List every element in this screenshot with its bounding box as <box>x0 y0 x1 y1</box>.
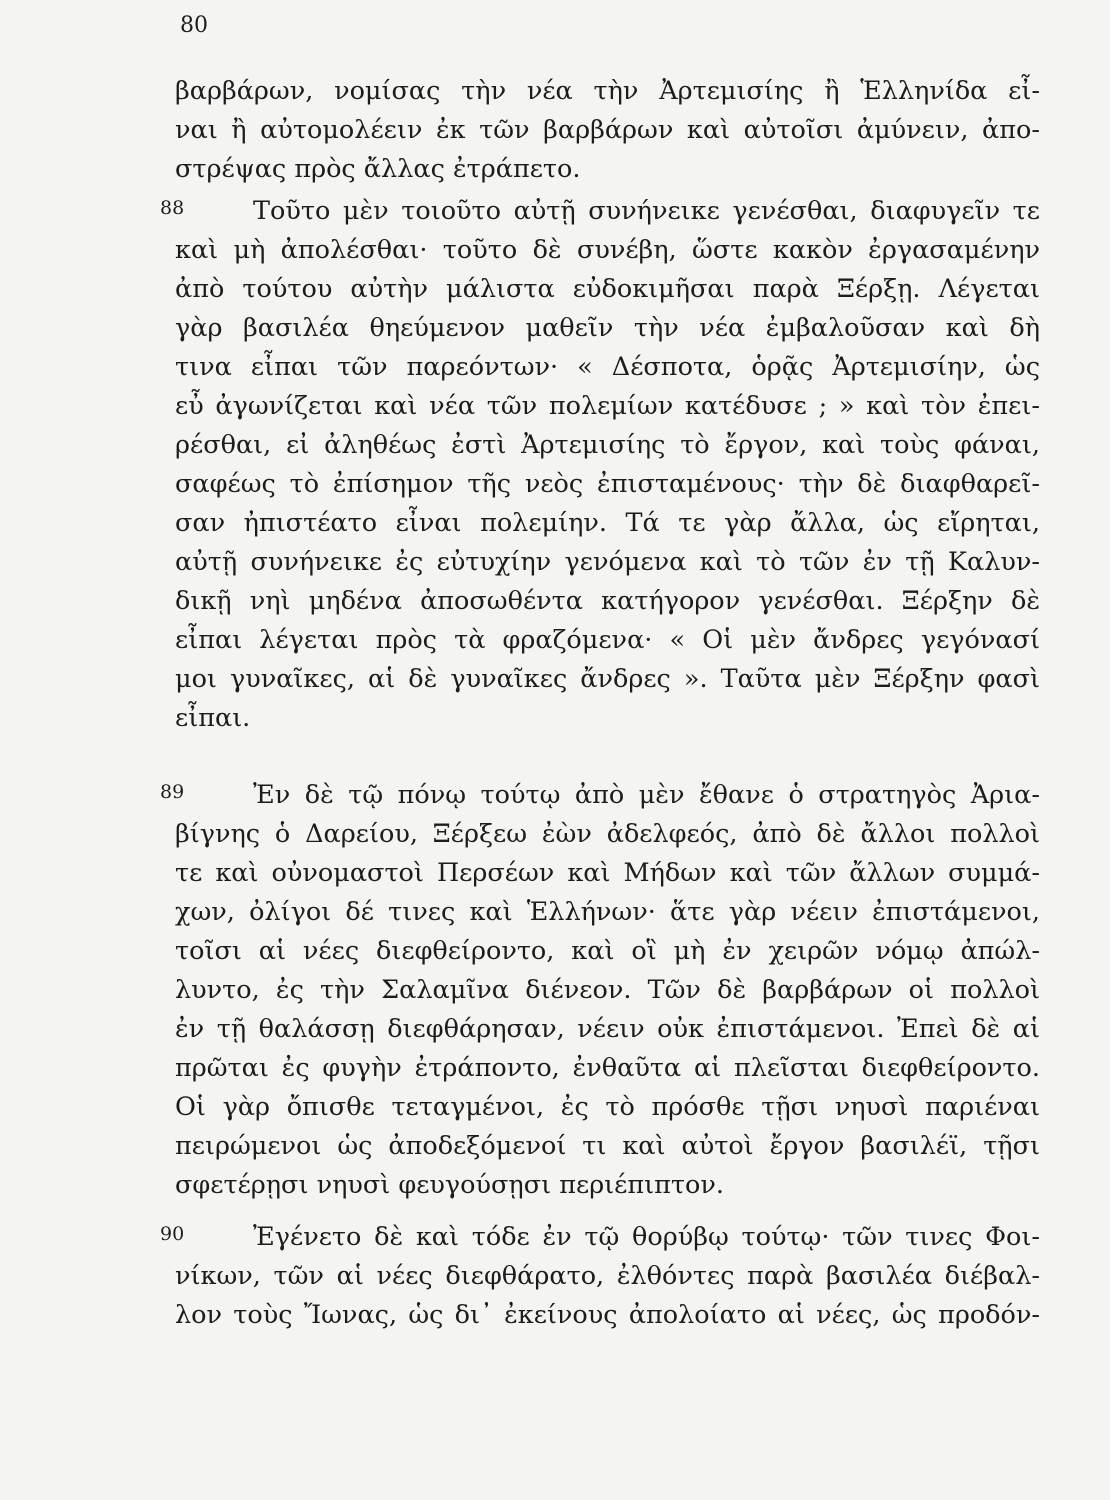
text-line: Ἐν δὲ τῷ πόνῳ τούτῳ ἀπὸ μὲν ἔθανε ὁ στρατηγὸς Ἀρια- <box>253 780 1040 810</box>
text-line: λυντο, ἐς τὴν Σαλαμῖνα διένεον. Τῶν δὲ βαρβάρων οἱ πολλοὶ <box>175 975 1040 1005</box>
text-line: τοῖσι αἱ νέες διεφθείροντο, καὶ οἳ μὴ ἐν χειρῶν νόμῳ ἀπώλ- <box>175 936 1040 966</box>
text-line: λον τοὺς Ἴωνας, ὡς δι᾽ ἐκείνους ἀπολοίατο αἱ νέες, ὡς προδόν- <box>175 1300 1040 1330</box>
section-lines <box>175 72 1040 189</box>
text-line: αὐτῇ συνήνεικε ἐς εὐτυχίην γενόμενα καὶ τὸ τῶν ἐν τῇ Καλυν- <box>175 547 1040 577</box>
text-line: καὶ μὴ ἀπολέσθαι· τοῦτο δὲ συνέβη, ὥστε κακὸν ἐργασαμένην <box>175 235 1040 265</box>
text-line: εἶπαι λέγεται πρὸς τὰ φραζόμενα· « Οἱ μὲν ἄνδρες γεγόνασί <box>175 625 1040 655</box>
text-line: βαρβάρων, νομίσας τὴν νέα τὴν Ἀρτεμισίης ἢ Ἑλληνίδα εἶ- <box>175 76 1040 106</box>
text-line: σαν ἠπιστέατο εἶναι πολεμίην. Τά τε γὰρ ἄλλα, ὡς εἴρηται, <box>175 508 1040 538</box>
text-line: νίκων, τῶν αἱ νέες διεφθάρατο, ἐλθόντες παρὰ βασιλέα διέβαλ- <box>175 1261 1040 1291</box>
section-lines <box>175 192 1040 738</box>
text-line: ἐν τῇ θαλάσσῃ διεφθάρησαν, νέειν οὐκ ἐπιστάμενοι. Ἐπεὶ δὲ αἱ <box>175 1014 1040 1044</box>
text-line: Τοῦτο μὲν τοιοῦτο αὐτῇ συνήνεικε γενέσθαι, διαφυγεῖν τε <box>253 196 1040 226</box>
section-lines <box>175 1218 1040 1335</box>
text-line: βίγνης ὁ Δαρείου, Ξέρξεω ἐὼν ἀδελφεός, ἀπὸ δὲ ἄλλοι πολλοὶ <box>175 819 1040 849</box>
text-line: πειρώμενοι ὡς ἀποδεξόμενοί τι καὶ αὐτοὶ ἔργον βασιλέϊ, τῇσι <box>175 1131 1040 1161</box>
section-number: 89 <box>160 781 185 803</box>
text-line: σαφέως τὸ ἐπίσημον τῆς νεὸς ἐπισταμένους· τὴν δὲ διαφθαρεῖ- <box>175 469 1040 499</box>
text-line: γὰρ βασιλέα θηεύμενον μαθεῖν τὴν νέα ἐμβαλοῦσαν καὶ δὴ <box>175 313 1040 343</box>
text-line: τε καὶ οὐνομαστοὶ Περσέων καὶ Μήδων καὶ τῶν ἄλλων συμμά- <box>175 858 1040 888</box>
section-lines <box>175 776 1040 1205</box>
text-line: δικῇ νηὶ μηδένα ἀποσωθέντα κατήγορον γενέσθαι. Ξέρξην δὲ <box>175 586 1040 616</box>
text-line: εἶπαι. <box>175 703 251 733</box>
text-line: μοι γυναῖκες, αἱ δὲ γυναῖκες ἄνδρες ». Ταῦτα μὲν Ξέρξην φασὶ <box>175 664 1040 694</box>
text-line: ναι ἢ αὐτομολέειν ἐκ τῶν βαρβάρων καὶ αὐτοῖσι ἀμύνειν, ἀπο- <box>175 115 1040 145</box>
text-line: τινα εἶπαι τῶν παρεόντων· « Δέσποτα, ὁρᾷς Ἀρτεμισίην, ὡς <box>175 352 1040 382</box>
text-line: σφετέρῃσι νηυσὶ φευγούσῃσι περιέπιπτον. <box>175 1170 724 1200</box>
text-line: χων, ὀλίγοι δέ τινες καὶ Ἑλλήνων· ἅτε γὰρ νέειν ἐπιστάμενοι, <box>175 897 1040 927</box>
text-line: ἀπὸ τούτου αὐτὴν μάλιστα εὐδοκιμῆσαι παρὰ Ξέρξῃ. Λέγεται <box>175 274 1040 304</box>
section-number: 88 <box>160 197 185 219</box>
text-line: εὖ ἀγωνίζεται καὶ νέα τῶν πολεμίων κατέδυσε ; » καὶ τὸν ἐπει- <box>175 391 1040 421</box>
text-line: Ἐγένετο δὲ καὶ τόδε ἐν τῷ θορύβῳ τούτῳ· τῶν τινες Φοι- <box>253 1222 1040 1252</box>
text-line: πρῶται ἐς φυγὴν ἐτράποντο, ἐνθαῦτα αἱ πλεῖσται διεφθείροντο. <box>175 1053 1040 1083</box>
section-number: 90 <box>160 1223 185 1245</box>
text-line: στρέψας πρὸς ἄλλας ἐτράπετο. <box>175 154 581 184</box>
text-line: Οἱ γὰρ ὄπισθε τεταγμένοι, ἐς τὸ πρόσθε τῇσι νηυσὶ παριέναι <box>175 1092 1040 1122</box>
text-line: ρέσθαι, εἰ ἀληθέως ἐστὶ Ἀρτεμισίης τὸ ἔργον, καὶ τοὺς φάναι, <box>175 430 1040 460</box>
page-number: 80 <box>180 13 208 38</box>
